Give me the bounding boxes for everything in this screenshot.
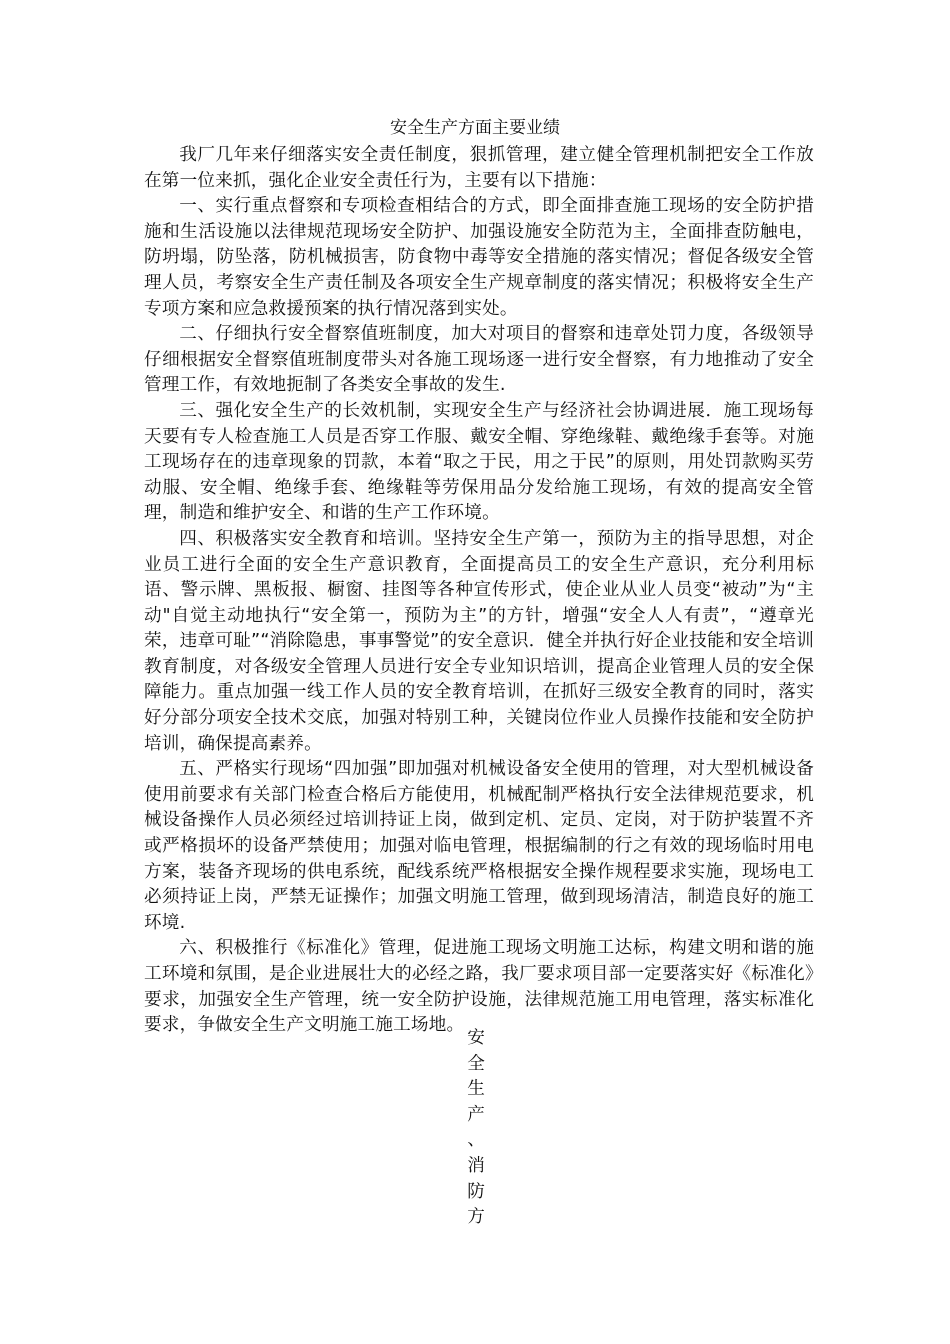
paragraph-1: 一、实行重点督察和专项检查相结合的方式，即全面排查施工现场的安全防护措施和生活设施以法律规范现场安全防护、加强设施安全防范为主，全面排查防触电，防坍塌，防坠落，防机械损害，防食物中毒等安全措施的落实情况；督促各级安全管理人员，考察安全生产责任制及各项安全生产规章制度的落实情况；积极将安全生产专项方案和应急救援预案的执行情况落到实处。 xyxy=(144,196,814,319)
vertical-heading-char: 产 xyxy=(467,1104,485,1125)
paragraph-6: 六、积极推行《标准化》管理，促进施工现场文明施工达标，构建文明和谐的施工环境和氛围，是企业进展壮大的必经之路，我厂要求项目部一定要落实好《标准化》要求，加强安全生产管理，统一安全防护设施，法律规范施工用电管理，落实标准化要求，争做安全生产文明施工施工场地。 xyxy=(144,938,814,1036)
vertical-heading-char: 生 xyxy=(467,1079,485,1100)
vertical-heading-char: 消 xyxy=(467,1155,485,1176)
vertical-heading-char: 安 xyxy=(467,1028,485,1048)
paragraph-3: 三、强化安全生产的长效机制，实现安全生产与经济社会协调进展．施工现场每天要有专人检查施工人员是否穿工作服、戴安全帽、穿绝缘鞋、戴绝缘手套等。对施工现场存在的违章现象的罚款，本着“取之于民，用之于民”的原则，用处罚款购买劳动服、安全帽、绝缘手套、绝缘鞋等劳保用品分发给施工现场，有效的提高安全管理，制造和维护安全、和谐的生产工作环境。 xyxy=(144,400,814,524)
document-body xyxy=(144,143,814,1039)
paragraph-5: 五、严格实行现场“四加强”即加强对机械设备安全使用的管理，对大型机械设备使用前要求有关部门检查合格后方能使用，机械配制严格执行安全法律规范要求，机械设备操作人员必须经过培训持证上岗，做到定机、定员、定岗，对于防护装置不齐或严格损坏的设备严禁使用；加强对临电管理，根据编制的行之有效的现场临时用电方案，装备齐现场的供电系统，配线系统严格根据安全操作规程要求实施，现场电工必须持证上岗，严禁无证操作；加强文明施工管理，做到现场清洁，制造良好的施工环境. xyxy=(144,759,814,933)
vertical-heading-char: 、 xyxy=(467,1130,485,1151)
vertical-heading-char: 防 xyxy=(467,1181,485,1202)
document-title: 安全生产方面主要业绩 xyxy=(390,118,560,138)
intro-paragraph: 我厂几年来仔细落实安全责任制度，狠抓管理，建立健全管理机制把安全工作放在第一位来抓，强化企业安全责任行为，主要有以下措施： xyxy=(144,145,814,191)
vertical-heading-char: 全 xyxy=(467,1053,485,1074)
paragraph-4: 四、积极落实安全教育和培训。坚持安全生产第一，预防为主的指导思想，对企业员工进行全面的安全生产意识教育，全面提高员工的安全生产意识，充分利用标语、警示牌、黑板报、橱窗、挂图等各种宣传形式，使企业从业人员变“被动”为“主动"自觉主动地执行“安全第一，预防为主”的方针，增强“安全人人有责”，“遵章光荣，违章可耻”“消除隐患，事事警觉”的安全意识．健全并执行好企业技能和安全培训教育制度，对各级安全管理人员进行安全专业知识培训，提高企业管理人员的安全保障能力。重点加强一线工作人员的安全教育培训，在抓好三级安全教育的同时，落实好分部分项安全技术交底，加强对特别工种，关键岗位作业人员操作技能和安全防护培训，确保提高素养。 xyxy=(144,528,814,754)
paragraph-2: 二、仔细执行安全督察值班制度，加大对项目的督察和违章处罚力度，各级领导仔细根据安全督察值班制度带头对各施工现场逐一进行安全督察，有力地推动了安全管理工作，有效地扼制了各类安全事故的发生. xyxy=(144,324,814,396)
vertical-heading-char: 方 xyxy=(467,1207,485,1228)
vertical-section-heading xyxy=(464,1026,488,1231)
